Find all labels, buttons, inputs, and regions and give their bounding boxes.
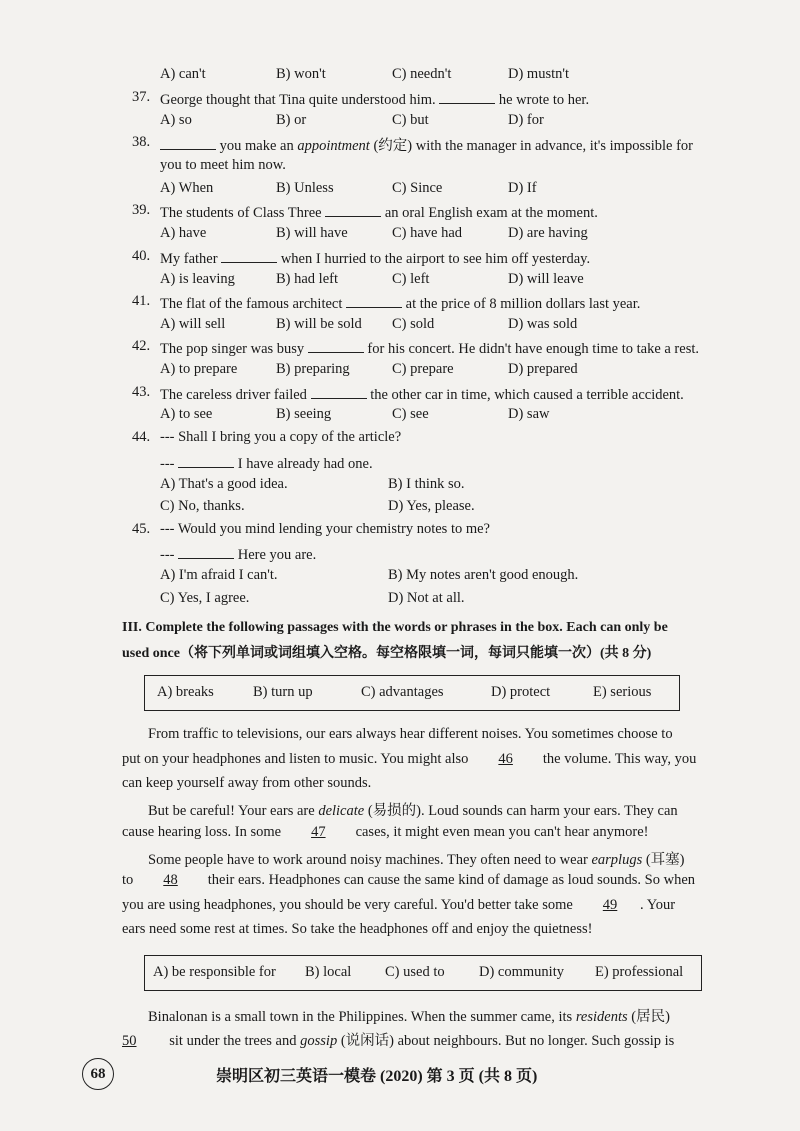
q45-response-line: --- Here you are. [160, 544, 316, 564]
blank-49: 49 [602, 897, 618, 913]
q40-option-c: C) left [392, 271, 430, 287]
q37-option-d: D) for [508, 112, 544, 128]
blank-47: 47 [311, 824, 326, 840]
q42-option-d: D) prepared [508, 361, 578, 377]
word-box-1-item: C) advantages [361, 684, 444, 700]
q42-number: 42. [132, 338, 151, 354]
q37-option-a: A) so [160, 112, 192, 128]
q38-option-d: D) If [508, 180, 537, 196]
q40-option-b: B) had left [276, 271, 339, 287]
q42-stem: The pop singer was busy for his concert. He didn't have enough time to take a rest. [160, 338, 699, 358]
word-box-1-item: A) breaks [157, 684, 214, 700]
q42-option-c: C) prepare [392, 361, 454, 377]
passage-1-line: you are using headphones, you should be very careful. You'd better take some 49 . Your [122, 897, 676, 913]
q41-number: 41. [132, 293, 151, 309]
q38-option-b: B) Unless [276, 180, 334, 196]
q43-option-a: A) to see [160, 406, 213, 422]
q44-number: 44. [132, 429, 151, 445]
word-box-1-item: B) turn up [253, 684, 313, 700]
q39-stem: The students of Class Three an oral English exam at the moment. [160, 202, 598, 222]
q44-option-d: D) Yes, please. [388, 498, 475, 514]
q45-option-c: C) Yes, I agree. [160, 590, 250, 606]
passage-1-line: From traffic to televisions, our ears always hear different noises. You sometimes choose to [148, 726, 673, 742]
q44-response-line: --- I have already had one. [160, 453, 373, 473]
page-footer: 崇明区初三英语一模卷 (2020) 第 3 页 (共 8 页) [216, 1068, 538, 1085]
section-3-heading: III. Complete the following passages with the words or phrases in the box. Each can only be [122, 620, 668, 635]
passage-1-line: ears need some rest at times. So take the headphones off and enjoy the quietness! [122, 921, 593, 937]
passage-1-line: Some people have to work around noisy machines. They often need to wear earplugs (耳塞) [148, 852, 685, 868]
word-box-1-item: D) protect [491, 684, 551, 700]
q39-number: 39. [132, 202, 151, 218]
passage-2-line: 50 sit under the trees and gossip (说闲话) about neighbours. But no longer. Such gossip is [122, 1033, 675, 1049]
word-box-2-item: D) community [479, 964, 564, 980]
word-box-1-item: E) serious [593, 684, 652, 700]
q42-option-a: A) to prepare [160, 361, 238, 377]
q36-option-d: D) mustn't [508, 66, 570, 82]
q41-stem: The flat of the famous architect at the price of 8 million dollars last year. [160, 293, 640, 313]
q38-number: 38. [132, 134, 151, 150]
q43-option-c: C) see [392, 406, 429, 422]
page-sheet-number: 68 [82, 1058, 114, 1090]
q37-stem: George thought that Tina quite understood him. he wrote to her. [160, 89, 589, 109]
q43-option-b: B) seeing [276, 406, 332, 422]
q39-option-a: A) have [160, 225, 207, 241]
passage-2-line: Binalonan is a small town in the Philippines. When the summer came, its residents (居民) [148, 1009, 670, 1025]
q44-stem: --- Shall I bring you a copy of the article? [160, 429, 402, 445]
q40-number: 40. [132, 248, 151, 264]
q39-option-b: B) will have [276, 225, 348, 241]
passage-1-line: can keep yourself away from other sounds. [122, 775, 372, 791]
q44-option-a: A) That's a good idea. [160, 476, 288, 492]
section-3-heading-line2: used once（将下列单词或词组填入空格。每空格限填一词，每词只能填一次）(共 8 分) [122, 646, 652, 661]
passage-1-line: put on your headphones and listen to music. You might also 46 the volume. This way, you [122, 751, 697, 767]
q37-option-b: B) or [276, 112, 307, 128]
passage-1-line: But be careful! Your ears are delicate (易损的). Loud sounds can harm your ears. They can [148, 803, 678, 819]
q39-option-c: C) have had [392, 225, 463, 241]
q45-option-b: B) My notes aren't good enough. [388, 567, 579, 583]
q45-number: 45. [132, 521, 151, 537]
word-box-2 [144, 955, 702, 991]
blank-48: 48 [163, 872, 178, 888]
blank-46: 46 [498, 751, 513, 767]
q41-option-c: C) sold [392, 316, 435, 332]
q36-option-a: A) can't [160, 66, 206, 82]
q43-stem: The careless driver failed the other car in time, which caused a terrible accident. [160, 384, 684, 404]
blank-50: 50 [122, 1033, 137, 1049]
word-box-1 [144, 675, 680, 711]
q38-stem: you make an appointment (约定) with the manager in advance, it's impossible for [160, 134, 693, 155]
passage-1-line: cause hearing loss. In some 47 cases, it might even mean you can't hear anymore! [122, 824, 649, 840]
q38-stem-line2: you to meet him now. [160, 157, 286, 173]
q37-number: 37. [132, 89, 151, 105]
q36-option-c: C) needn't [392, 66, 452, 82]
q43-number: 43. [132, 384, 151, 400]
q42-option-b: B) preparing [276, 361, 350, 377]
q41-option-b: B) will be sold [276, 316, 362, 332]
q39-option-d: D) are having [508, 225, 588, 241]
q43-option-d: D) saw [508, 406, 550, 422]
q38-option-a: A) When [160, 180, 214, 196]
word-box-2-item: A) be responsible for [153, 964, 276, 980]
q40-stem: My father when I hurried to the airport to see him off yesterday. [160, 248, 590, 268]
passage-1-line: to 48 their ears. Headphones can cause the same kind of damage as loud sounds. So when [122, 872, 696, 888]
q37-option-c: C) but [392, 112, 429, 128]
q41-option-a: A) will sell [160, 316, 226, 332]
q45-option-d: D) Not at all. [388, 590, 465, 606]
q45-stem: --- Would you mind lending your chemistry notes to me? [160, 521, 490, 537]
word-box-2-item: B) local [305, 964, 352, 980]
q44-option-b: B) I think so. [388, 476, 465, 492]
q45-option-a: A) I'm afraid I can't. [160, 567, 278, 583]
word-box-2-item: C) used to [385, 964, 445, 980]
q41-option-d: D) was sold [508, 316, 578, 332]
q40-option-d: D) will leave [508, 271, 584, 287]
q44-option-c: C) No, thanks. [160, 498, 245, 514]
q38-option-c: C) Since [392, 180, 443, 196]
word-box-2-item: E) professional [595, 964, 684, 980]
q40-option-a: A) is leaving [160, 271, 235, 287]
q36-option-b: B) won't [276, 66, 326, 82]
